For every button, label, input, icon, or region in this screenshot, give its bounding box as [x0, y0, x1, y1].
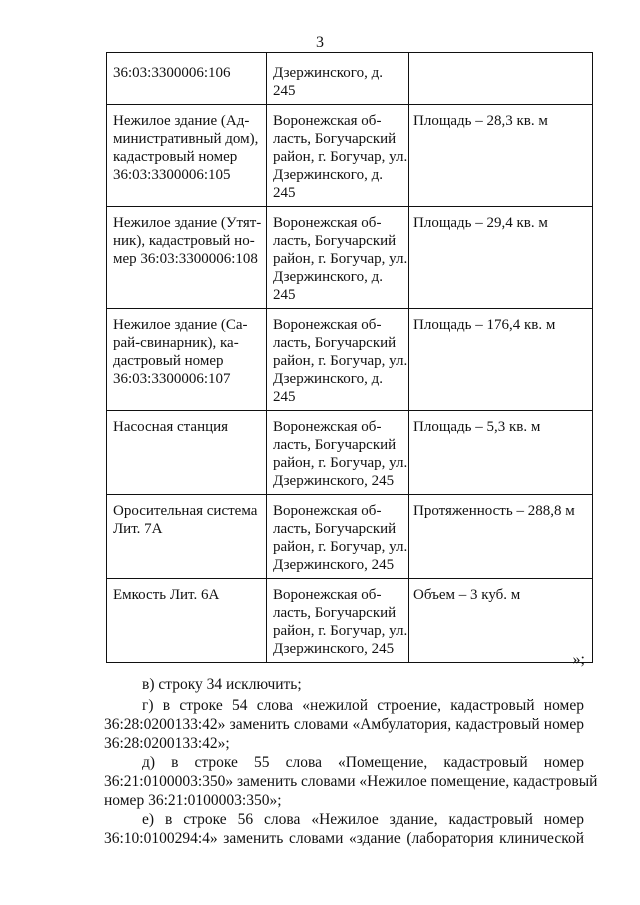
address-line: ласть, Богучарский: [273, 131, 397, 147]
address-line: Воронежская об-: [273, 113, 382, 129]
spec-value: Площадь – 28,3 кв. м: [413, 113, 548, 129]
spec-cell: [409, 105, 593, 207]
paragraph-v: [104, 675, 584, 694]
object-name-cell: [107, 53, 267, 105]
object-name-cell: [107, 411, 267, 495]
paragraph-line: номер 36:21:0100003:350»;: [104, 792, 282, 809]
spec-cell: [409, 207, 593, 309]
object-name-cell: [107, 579, 267, 663]
spec-value: Объем – 3 куб. м: [413, 587, 521, 603]
address-line: ласть, Богучарский: [273, 437, 397, 453]
address-line: ласть, Богучарский: [273, 335, 397, 351]
paragraph-line: д) в строке 55 слова «Помещение, кадастровый номер: [142, 754, 584, 771]
address-line: Дзержинского, 245: [273, 557, 395, 573]
address-line: район, г. Богучар, ул.: [273, 623, 408, 639]
property-table: [106, 52, 593, 663]
address-line: 245: [273, 83, 296, 99]
address-line: Дзержинского, д.: [273, 65, 383, 81]
address-cell: [267, 207, 409, 309]
address-cell: [267, 579, 409, 663]
address-cell: [267, 53, 409, 105]
object-name-line: министративный дом),: [113, 131, 259, 147]
address-line: Дзержинского, 245: [273, 473, 395, 489]
address-cell: [267, 309, 409, 411]
object-name-line: 36:03:3300006:106: [113, 65, 231, 81]
table-row: [107, 207, 593, 309]
object-name-cell: [107, 105, 267, 207]
spec-value: Площадь – 5,3 кв. м: [413, 419, 541, 435]
object-name-line: Нежилое здание (Ад-: [113, 113, 250, 129]
object-name-line: ник), кадастровый но-: [113, 233, 255, 249]
address-line: ласть, Богучарский: [273, 233, 397, 249]
address-line: 245: [273, 389, 296, 405]
address-line: Дзержинского, д.: [273, 371, 383, 387]
closing-quote: »;: [572, 651, 585, 668]
object-name-line: Нежилое здание (Утят-: [113, 215, 262, 231]
paragraph-e: [104, 810, 584, 848]
object-name-line: мер 36:03:3300006:108: [113, 251, 258, 267]
object-name-cell: [107, 309, 267, 411]
spec-cell: [409, 579, 593, 663]
address-line: 245: [273, 287, 296, 303]
paragraph-line: 36:10:0100294:4» заменить словами «здание (лаборатория клинической: [104, 830, 584, 847]
object-name-line: кадастровый номер: [113, 149, 238, 165]
paragraph-line: 36:28:0200133:42» заменить словами «Амбулатория, кадастровый номер: [104, 716, 584, 733]
object-name-cell: [107, 207, 267, 309]
table-row: [107, 495, 593, 579]
object-name-line: Нежилое здание (Са-: [113, 317, 248, 333]
spec-value: Площадь – 29,4 кв. м: [413, 215, 548, 231]
table-row: [107, 309, 593, 411]
table-row: [107, 411, 593, 495]
object-name-line: Лит. 7А: [113, 521, 163, 537]
address-cell: [267, 105, 409, 207]
address-line: Дзержинского, д.: [273, 167, 383, 183]
address-line: 245: [273, 185, 296, 201]
object-name-cell: [107, 495, 267, 579]
object-name-line: Оросительная система: [113, 503, 258, 519]
object-name-line: 36:03:3300006:105: [113, 167, 231, 183]
address-line: Воронежская об-: [273, 503, 382, 519]
address-line: ласть, Богучарский: [273, 521, 397, 537]
spec-value: Протяженность – 288,8 м: [413, 503, 575, 519]
object-name-line: дастровый номер: [113, 353, 224, 369]
paragraph-line: 36:21:0100003:350» заменить словами «Нежилое помещение, кадастровый: [104, 773, 598, 790]
paragraph-g: [104, 696, 584, 753]
spec-value: Площадь – 176,4 кв. м: [413, 317, 556, 333]
table-row: [107, 105, 593, 207]
paragraph-line: е) в строке 56 слова «Нежилое здание, кадастровый номер: [142, 811, 584, 828]
spec-cell: [409, 309, 593, 411]
property-table-body: [107, 53, 593, 663]
paragraph-line: г) в строке 54 слова «нежилой строение, кадастровый номер: [142, 697, 584, 714]
paragraph-line: 36:28:0200133:42»;: [104, 735, 230, 752]
address-line: Дзержинского, 245: [273, 641, 395, 657]
address-cell: [267, 495, 409, 579]
address-line: район, г. Богучар, ул.: [273, 353, 408, 369]
page-number: 3: [316, 34, 324, 51]
object-name-line: Емкость Лит. 6А: [113, 587, 220, 603]
address-line: район, г. Богучар, ул.: [273, 455, 408, 471]
address-cell: [267, 411, 409, 495]
paragraph-d: [104, 753, 598, 810]
address-line: Воронежская об-: [273, 215, 382, 231]
paragraph-line: в) строку 34 исключить;: [142, 676, 302, 693]
spec-cell: [409, 53, 593, 105]
address-line: район, г. Богучар, ул.: [273, 539, 408, 555]
object-name-line: Насосная станция: [113, 419, 229, 435]
address-line: Воронежская об-: [273, 419, 382, 435]
address-line: Воронежская об-: [273, 587, 382, 603]
spec-cell: [409, 411, 593, 495]
address-line: Дзержинского, д.: [273, 269, 383, 285]
address-line: Воронежская об-: [273, 317, 382, 333]
object-name-line: 36:03:3300006:107: [113, 371, 231, 387]
table-row: [107, 53, 593, 105]
table-row: [107, 579, 593, 663]
address-line: ласть, Богучарский: [273, 605, 397, 621]
address-line: район, г. Богучар, ул.: [273, 149, 408, 165]
address-line: район, г. Богучар, ул.: [273, 251, 408, 267]
spec-cell: [409, 495, 593, 579]
object-name-line: рай-свинарник), ка-: [113, 335, 239, 351]
